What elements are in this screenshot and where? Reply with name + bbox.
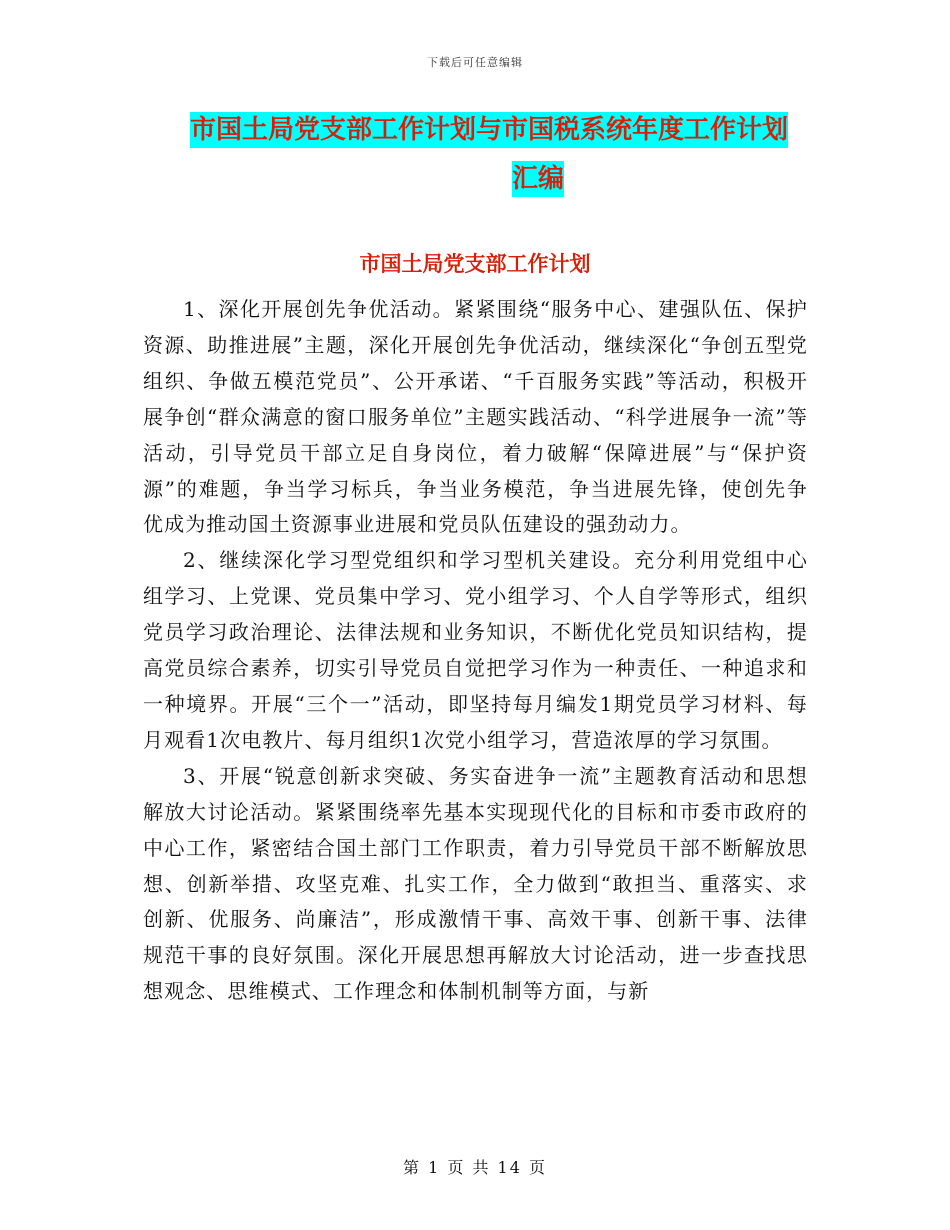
paragraph-2: 2、继续深化学习型党组织和学习型机关建设。充分利用党组中心组学习、上党课、党员集中学习、党小组学习、个人自学等形式，组织党员学习政治理论、法律法规和业务知识，不断优化党员知识结构，提高党员综合素养，切实引导党员自觉把学习作为一种责任、一种追求和一种境界。开展“三个一”活动，即坚持每月编发1期党员学习材料、每月观看1次电教片、每月组织1次党小组学习，营造浓厚的学习氛围。 xyxy=(143,548,808,752)
document-title-line2: 汇编 xyxy=(512,161,564,197)
page-footer xyxy=(0,1155,950,1178)
footer-total-pages: 14 xyxy=(497,1158,522,1177)
header-note: 下载后可任意编辑 xyxy=(427,56,523,69)
section-title: 市国土局党支部工作计划 xyxy=(359,252,591,276)
footer-page-number: 1 xyxy=(428,1158,441,1177)
paragraph-3: 3、开展“锐意创新求突破、务实奋进争一流”主题教育活动和思想解放大讨论活动。紧紧围绕率先基本实现现代化的目标和市委市政府的中心工作，紧密结合国土部门工作职责，着力引导党员干部不断解放思想、创新举措、攻坚克难、扎实工作，全力做到“敢担当、重落实、求创新、优服务、尚廉洁”，形成激情干事、高效干事、创新干事、法律规范干事的良好氛围。深化开展思想再解放大讨论活动，进一步查找思想观念、思维模式、工作理念和体制机制等方面，与新 xyxy=(143,763,808,1004)
document-title xyxy=(190,106,810,204)
footer-prefix: 第 xyxy=(402,1158,421,1177)
footer-suffix: 页 xyxy=(529,1158,548,1177)
document-body xyxy=(143,292,808,1010)
document-title-line1: 市国土局党支部工作计划与市国税系统年度工作计划 xyxy=(190,112,788,148)
footer-middle: 页 共 xyxy=(447,1158,491,1177)
paragraph-1: 1、深化开展创先争优活动。紧紧围绕“服务中心、建强队伍、保护资源、助推进展”主题，深化开展创先争优活动，继续深化“争创五型党组织、争做五模范党员”、公开承诺、“千百服务实践”等活动，积极开展争创“群众满意的窗口服务单位”主题实践活动、“科学进展争一流”等活动，引导党员干部立足自身岗位，着力破解“保障进展”与“保护资源”的难题，争当学习标兵，争当业务模范，争当进展先锋，使创先争优成为推动国土资源事业进展和党员队伍建设的强劲动力。 xyxy=(143,297,808,537)
